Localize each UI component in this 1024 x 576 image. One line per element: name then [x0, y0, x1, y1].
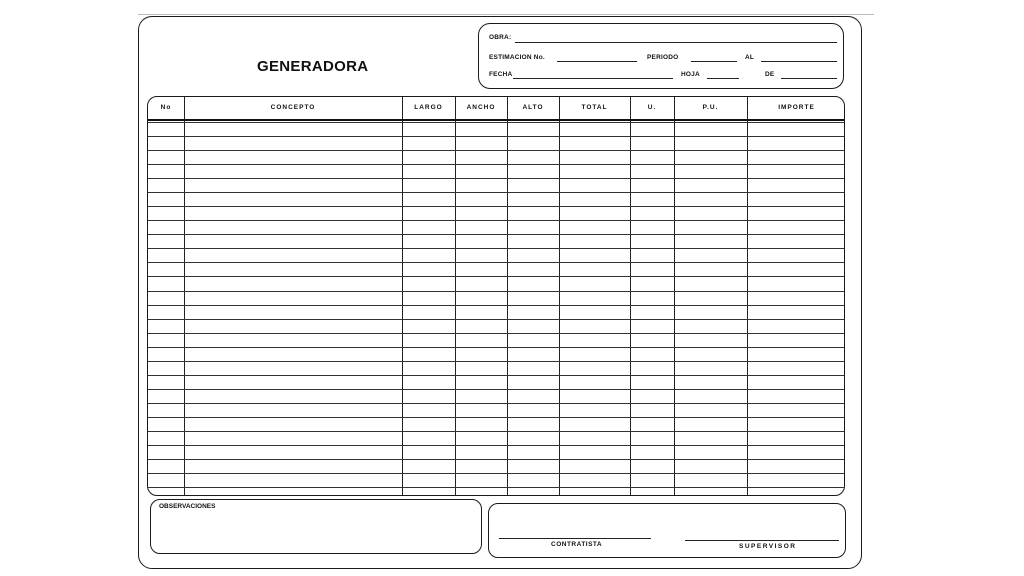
- hoja-label: HOJA: [681, 71, 700, 78]
- col-divider: [674, 97, 675, 495]
- col-divider: [507, 97, 508, 495]
- table-row[interactable]: [148, 417, 844, 418]
- table-row[interactable]: [148, 150, 844, 151]
- table-row[interactable]: [148, 403, 844, 404]
- col-divider: [184, 97, 185, 495]
- estimacion-label: ESTIMACION No.: [489, 54, 545, 61]
- observaciones-box[interactable]: [150, 499, 482, 554]
- table-row[interactable]: [148, 122, 844, 123]
- col-header-total: TOTAL: [581, 104, 608, 111]
- header-box: [478, 23, 844, 89]
- signatures-box: [488, 503, 846, 558]
- fecha-field[interactable]: [513, 78, 673, 79]
- periodo-label: PERIODO: [647, 54, 679, 61]
- col-header-ancho: ANCHO: [466, 104, 496, 111]
- table-row[interactable]: [148, 192, 844, 193]
- table-row[interactable]: [148, 375, 844, 376]
- col-header-largo: LARGO: [414, 104, 443, 111]
- table-row[interactable]: [148, 431, 844, 432]
- table-row[interactable]: [148, 291, 844, 292]
- obra-field[interactable]: [515, 42, 837, 43]
- contratista-signature-line[interactable]: [499, 538, 651, 539]
- supervisor-label: SUPERVISOR: [739, 543, 797, 550]
- hoja-field[interactable]: [707, 78, 739, 79]
- col-divider: [402, 97, 403, 495]
- table-row[interactable]: [148, 445, 844, 446]
- col-divider: [455, 97, 456, 495]
- table-row[interactable]: [148, 248, 844, 249]
- table-row[interactable]: [148, 164, 844, 165]
- estimacion-field[interactable]: [557, 61, 637, 62]
- table-row[interactable]: [148, 319, 844, 320]
- de-field[interactable]: [781, 78, 837, 79]
- col-header-alto: ALTO: [522, 104, 544, 111]
- al-field[interactable]: [761, 61, 837, 62]
- observaciones-label: OBSERVACIONES: [159, 503, 216, 510]
- contratista-label: CONTRATISTA: [551, 541, 603, 548]
- obra-label: OBRA:: [489, 34, 512, 41]
- table-row[interactable]: [148, 333, 844, 334]
- fecha-label: FECHA: [489, 71, 513, 78]
- table-row[interactable]: [148, 347, 844, 348]
- table-row[interactable]: [148, 178, 844, 179]
- form-title: GENERADORA: [257, 58, 369, 75]
- col-header-no: No: [160, 104, 172, 111]
- table-row[interactable]: [148, 262, 844, 263]
- col-divider: [559, 97, 560, 495]
- table-row[interactable]: [148, 389, 844, 390]
- table-row[interactable]: [148, 206, 844, 207]
- al-label: AL: [745, 54, 755, 61]
- supervisor-signature-line[interactable]: [685, 540, 839, 541]
- col-divider: [630, 97, 631, 495]
- col-header-importe: IMPORTE: [778, 104, 815, 111]
- col-header-unidad: U.: [647, 104, 657, 111]
- table-row[interactable]: [148, 459, 844, 460]
- table-row[interactable]: [148, 473, 844, 474]
- header-divider: [148, 119, 844, 121]
- table-row[interactable]: [148, 487, 844, 488]
- page-top-edge: [138, 14, 874, 15]
- col-divider: [747, 97, 748, 495]
- de-label: DE: [765, 71, 775, 78]
- table-row[interactable]: [148, 276, 844, 277]
- table-row[interactable]: [148, 234, 844, 235]
- table-row[interactable]: [148, 136, 844, 137]
- col-header-precio-unitario: P.U.: [702, 104, 719, 111]
- periodo-field[interactable]: [691, 61, 737, 62]
- items-table: [147, 96, 845, 496]
- table-row[interactable]: [148, 361, 844, 362]
- col-header-concepto: CONCEPTO: [270, 104, 316, 111]
- table-row[interactable]: [148, 305, 844, 306]
- table-row[interactable]: [148, 220, 844, 221]
